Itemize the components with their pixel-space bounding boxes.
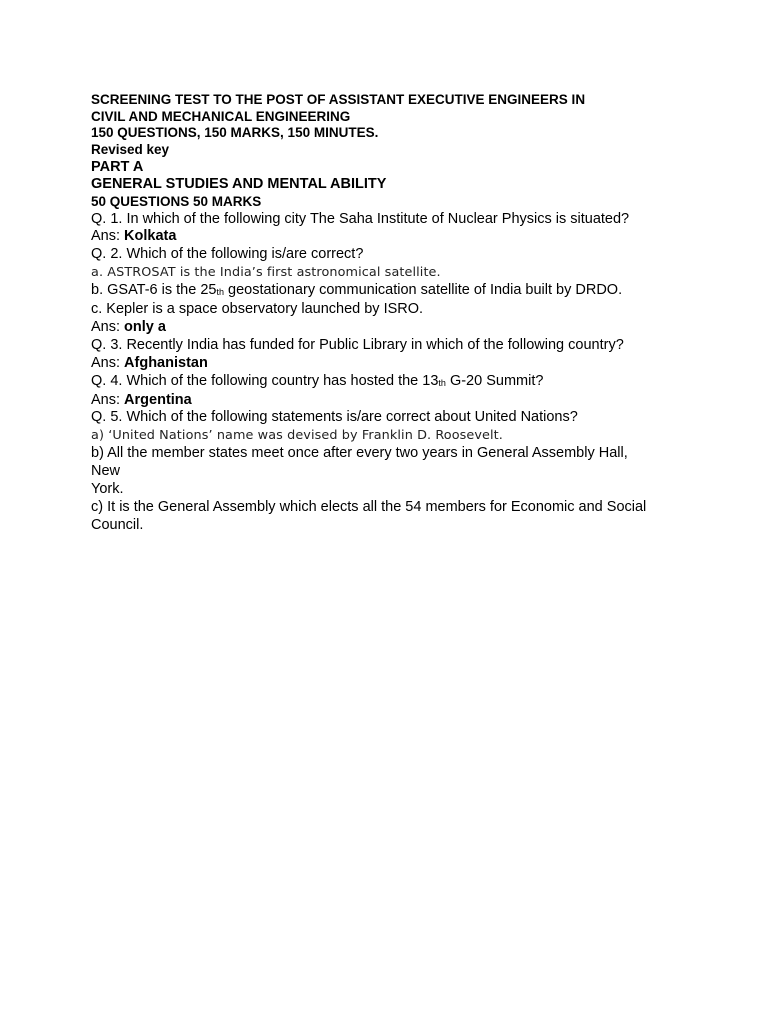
question-2-option-b [91, 282, 691, 301]
question-5: Q. 5. Which of the following statements is/are correct about United Nations? [91, 409, 578, 426]
question-5-option-c-line-2: Council. [91, 516, 144, 533]
question-2: Q. 2. Which of the following is/are correct? [91, 246, 364, 263]
answer-value: only a [124, 318, 166, 335]
document-title-line-1: SCREENING TEST TO THE POST OF ASSISTANT EXECUTIVE ENGINEERS IN [91, 92, 586, 107]
question-3: Q. 3. Recently India has funded for Public Library in which of the following country? [91, 336, 624, 353]
answer-value: Argentina [124, 391, 192, 408]
question-2-option-c: c. Kepler is a space observatory launched by ISRO. [91, 301, 424, 318]
answer-label: Ans: [91, 391, 125, 408]
answer-4 [91, 392, 691, 410]
answer-value: Afghanistan [124, 354, 208, 371]
ordinal-suffix: th [438, 377, 446, 388]
part-heading: PART A [91, 158, 144, 175]
answer-value: Kolkata [124, 228, 177, 245]
document-content [91, 92, 691, 535]
question-text: G-20 Summit? [445, 372, 544, 389]
question-5-option-b-line-3: York. [91, 481, 124, 498]
option-text: b. GSAT-6 is the 25 [91, 282, 217, 299]
option-text: geostationary communication satellite of India built by DRDO. [223, 282, 623, 299]
answer-3 [91, 355, 691, 373]
document-title-line-3: 150 QUESTIONS, 150 MARKS, 150 MINUTES. [91, 125, 379, 141]
question-1: Q. 1. In which of the following city The Saha Institute of Nuclear Physics is situated? [91, 210, 630, 227]
revised-key-label: Revised key [91, 142, 170, 158]
section-marks: 50 QUESTIONS 50 MARKS [91, 193, 262, 209]
section-heading: GENERAL STUDIES AND MENTAL ABILITY [91, 176, 387, 193]
question-5-option-b-line-2: New [91, 463, 121, 480]
ordinal-suffix: th [216, 287, 224, 298]
answer-label: Ans: [91, 228, 125, 245]
question-4 [91, 373, 691, 392]
question-text: Q. 4. Which of the following country has hosted the 13 [91, 372, 439, 389]
question-5-option-a: a) ‘United Nations’ name was devised by Franklin D. Roosevelt. [91, 428, 503, 444]
question-2-option-a: a. ASTROSAT is the India’s first astronomical satellite. [91, 265, 441, 281]
answer-label: Ans: [91, 354, 125, 371]
document-title-line-2: CIVIL AND MECHANICAL ENGINEERING [91, 108, 351, 124]
answer-2 [91, 319, 691, 337]
question-5-option-c-line-1: c) It is the General Assembly which elects all the 54 members for Economic and Social [91, 499, 647, 516]
answer-label: Ans: [91, 318, 125, 335]
question-5-option-b-line-1: b) All the member states meet once after every two years in General Assembly Hall, [91, 445, 628, 462]
answer-1 [91, 228, 691, 246]
